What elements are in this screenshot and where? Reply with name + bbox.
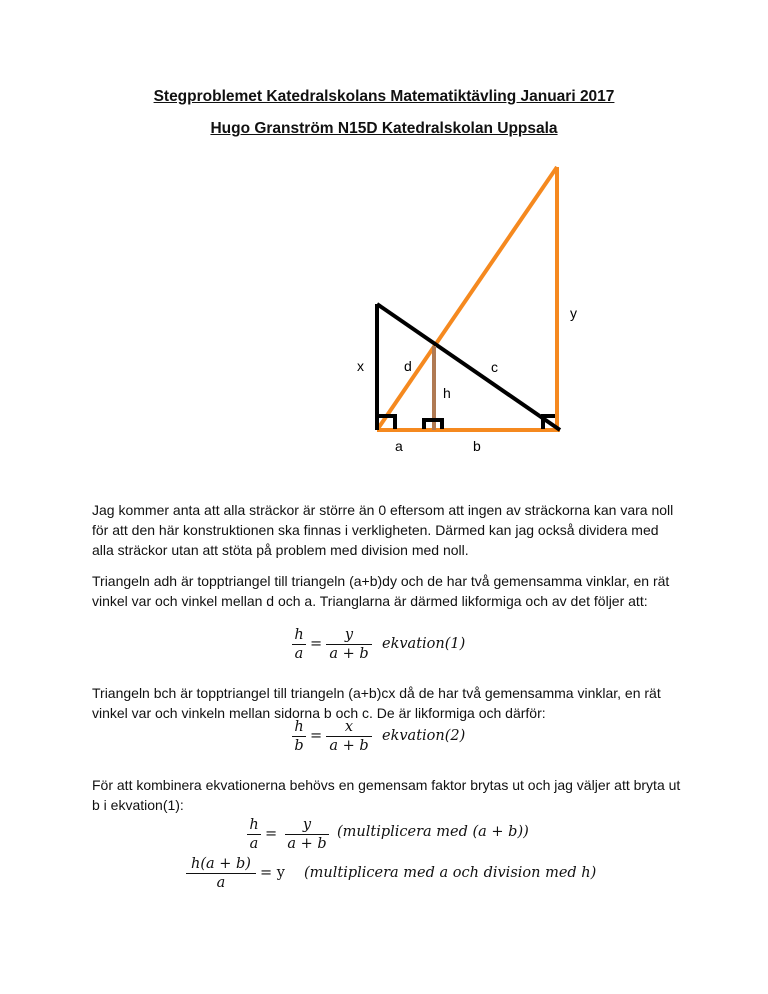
eq4-lhs-num: h(a + b) (191, 856, 251, 872)
eq2-equals: = (310, 728, 323, 744)
eq3-rhs-num: y (302, 817, 312, 833)
eq1-rhs-num: y (344, 627, 354, 643)
eq1-equals: = (310, 636, 323, 652)
eq3-equals: = (265, 826, 278, 842)
paragraph-assumption: Jag kommer anta att alla sträckor är större än 0 eftersom att ingen av sträckorna kan vara noll för att den här konstruktionen ska finnas i verkligheten. Därmed kan jag också dividera med alla sträckor utan att stöta på problem med division med noll. (92, 502, 674, 558)
eq2-rhs-den: a + b (329, 738, 369, 754)
label-h: h (443, 385, 451, 401)
label-d: d (404, 358, 412, 374)
label-a: a (395, 438, 403, 454)
eq1-lhs-fraction (292, 626, 306, 663)
eq3-rhs-fraction (285, 816, 329, 853)
eq1-lhs-num: h (294, 627, 304, 643)
hypotenuse-d (377, 167, 557, 430)
eq3-rhs-den: a + b (287, 836, 327, 852)
eq2-rhs-fraction (326, 718, 372, 755)
eq1-rhs-den: a + b (329, 646, 369, 662)
geometry-figure (0, 0, 768, 470)
document-author: Hugo Granström N15D Katedralskolan Uppsala (210, 120, 558, 137)
document-title: Stegproblemet Katedralskolans Matematiktävling Januari 2017 (153, 88, 615, 105)
eq4-lhs-fraction (186, 855, 256, 892)
eq4-equals-y: = y (260, 865, 285, 881)
label-b: b (473, 438, 481, 454)
eq4-label: (multiplicera med a och division med h) (304, 865, 597, 881)
eq2-rhs-num: x (344, 719, 354, 735)
paragraph-similar-triangles-2: Triangeln bch är topptriangel till triangeln (a+b)cx då de har två gemensamma vinklar, en rät vinkel var och vinkeln mellan sidorna b och c. De är likformiga och därför: (92, 685, 661, 721)
eq2-label: ekvation(2) (382, 728, 466, 744)
eq2-lhs-den: b (294, 738, 304, 754)
label-x: x (357, 358, 364, 374)
eq3-lhs-den: a (249, 836, 259, 852)
eq1-label: ekvation(1) (382, 636, 466, 652)
eq2-lhs-fraction (292, 718, 306, 755)
label-y: y (570, 305, 577, 321)
eq4-lhs-den: a (216, 875, 226, 891)
label-c: c (491, 359, 498, 375)
eq1-lhs-den: a (294, 646, 304, 662)
eq3-lhs-num: h (249, 817, 259, 833)
paragraph-combine: För att kombinera ekvationerna behövs en gemensam faktor brytas ut och jag väljer att bryta ut b i ekvation(1): (92, 777, 681, 813)
eq1-rhs-fraction (326, 626, 372, 663)
eq3-label: (multiplicera med (a + b)) (337, 824, 529, 840)
eq2-lhs-num: h (294, 719, 304, 735)
eq3-lhs-fraction (247, 816, 261, 853)
paragraph-similar-triangles-1: Triangeln adh är topptriangel till triangeln (a+b)dy och de har två gemensamma vinklar, en rät vinkel var och vinkel mellan d och a. Trianglarna är därmed likformiga och av det följer att: (92, 573, 670, 609)
